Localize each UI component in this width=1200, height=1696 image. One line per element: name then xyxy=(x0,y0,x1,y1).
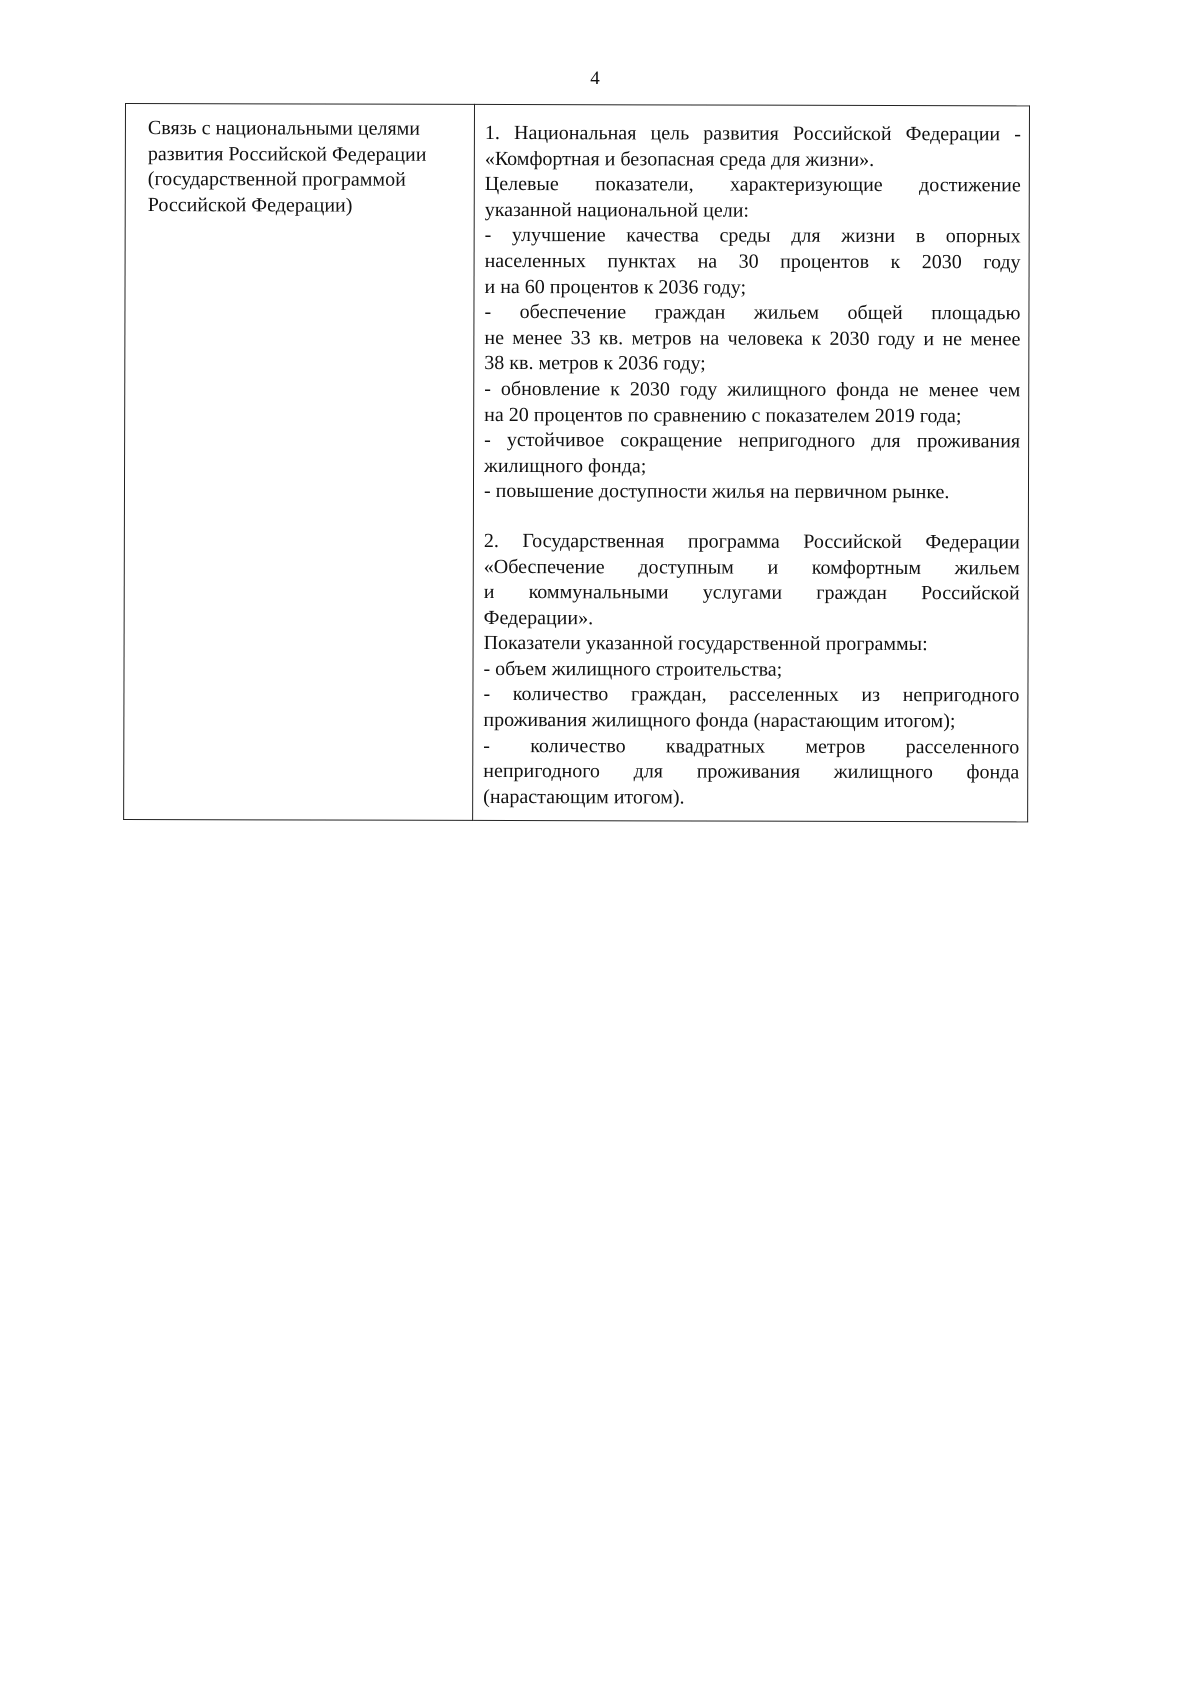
text-line: Целевые показатели, характеризующие достижение xyxy=(484,173,1021,197)
text-line: - обновление к 2030 году жилищного фонда не менее чем xyxy=(484,377,1021,402)
text-line: - объем жилищного строительства; xyxy=(483,657,783,681)
paragraph xyxy=(485,121,1021,174)
text-line: указанной национальной цели: xyxy=(484,198,749,222)
text-line: - обеспечение граждан жильем общей площадью xyxy=(484,301,1021,325)
paragraph xyxy=(484,223,1020,301)
text-line: - устойчивое сокращение непригодного для проживания xyxy=(484,429,1021,453)
text-line: (государственной программой xyxy=(147,168,406,191)
text-line: - повышение доступности жилья на первичном рынке. xyxy=(483,480,950,504)
row-content-cell xyxy=(473,104,1030,822)
text-line: Связь с национальными целями xyxy=(147,117,421,140)
text-line: - количество квадратных метров расселенного xyxy=(483,734,1020,758)
paragraph xyxy=(484,377,1020,430)
text-line: - улучшение качества среды для жизни в опорных xyxy=(484,224,1021,248)
text-line: развития Российской Федерации xyxy=(147,142,427,166)
text-line: 2. Государственная программа Российской Федерации xyxy=(483,529,1020,554)
paragraph xyxy=(483,734,1019,812)
paragraph xyxy=(484,479,1020,506)
state-program-section xyxy=(483,529,1020,812)
text-line: непригодного для проживания жилищного фонда xyxy=(483,760,1020,784)
paragraph xyxy=(484,529,1020,633)
paragraph xyxy=(483,657,1019,684)
text-line: и на 60 процентов к 2036 году; xyxy=(484,275,747,299)
text-line: 1. Национальная цель развития Российской Федерации - xyxy=(484,121,1021,146)
paragraph xyxy=(484,631,1020,658)
text-line: Показатели указанной государственной программы: xyxy=(483,632,928,656)
national-goal-section xyxy=(484,121,1021,506)
row-label-cell xyxy=(124,104,475,821)
page-number: 4 xyxy=(590,68,600,89)
text-line: (нарастающим итогом). xyxy=(483,785,685,809)
text-line: не менее 33 кв. метров на человека к 2030 году и не менее xyxy=(484,326,1021,351)
text-line: Российской Федерации) xyxy=(147,193,353,217)
paragraph xyxy=(483,682,1019,735)
text-line: «Обеспечение доступным и комфортным жильем xyxy=(483,555,1020,579)
text-line: Федерации». xyxy=(483,606,594,629)
text-line: жилищного фонда; xyxy=(484,454,647,478)
text-line: проживания жилищного фонда (нарастающим итогом); xyxy=(483,709,956,733)
paragraph xyxy=(484,300,1020,378)
text-line: и коммунальными услугами граждан Российской xyxy=(483,581,1020,605)
text-line: на 20 процентов по сравнению с показателем 2019 года; xyxy=(484,403,962,427)
table-row xyxy=(124,104,1030,823)
text-line: 38 кв. метров к 2036 году; xyxy=(484,352,706,375)
paragraph xyxy=(485,172,1021,225)
text-line: «Комфортная и безопасная среда для жизни». xyxy=(484,147,875,171)
paragraph xyxy=(484,428,1020,481)
document-table xyxy=(123,103,1030,823)
text-line: - количество граждан, расселенных из непригодного xyxy=(483,683,1020,707)
text-line: населенных пунктах на 30 процентов к 2030 году xyxy=(484,249,1021,274)
